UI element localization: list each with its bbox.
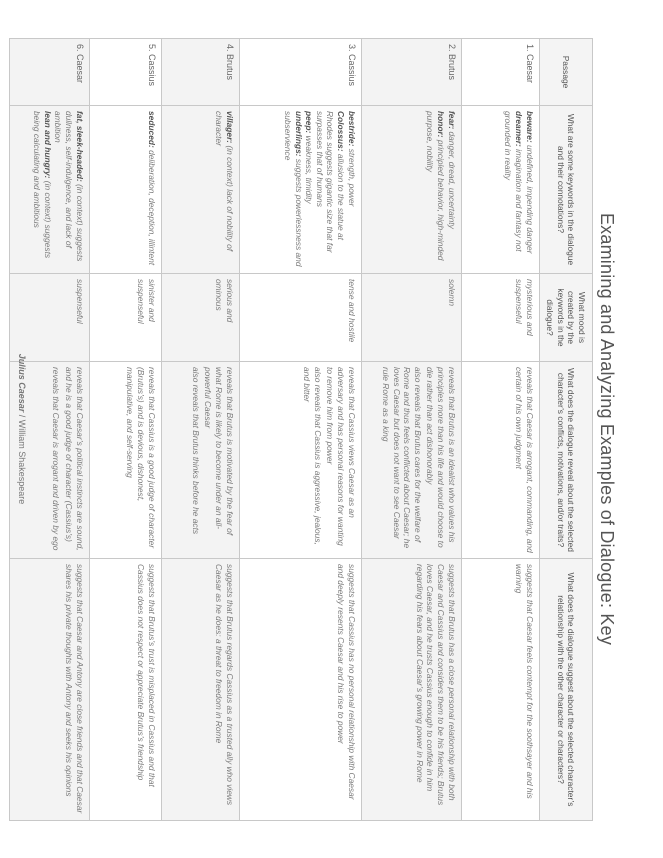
keyword-term: peep:	[304, 111, 315, 134]
passage-cell: 5. Cassius	[89, 39, 161, 106]
keyword-term: villager:	[224, 111, 235, 144]
keyword-entry	[282, 111, 303, 268]
relationship-cell: suggests that Cassius has no personal relationship with Caesar and deeply resents Caesar and his rise to power	[239, 559, 361, 821]
relationship-cell: suggests that Brutus regards Cassius as a trusted ally who views Caesar as he does: a threat to freedom in Rome	[161, 559, 239, 821]
mood-cell: solemn	[361, 274, 461, 362]
mood-cell: serious and ominous	[161, 274, 239, 362]
reveal-paragraph: reveals that Caesar is arrogant and driven by ego	[51, 367, 62, 551]
header-relationship: What does the dialogue suggest about the selected character’s relationship with the other character or characters?	[539, 559, 592, 821]
table-row	[89, 39, 161, 821]
footer	[17, 0, 27, 858]
reveal-paragraph: reveals that Caesar is arrogant, commanding, and certain of his own judgment	[514, 367, 535, 553]
dialogue-key-table	[9, 38, 593, 821]
keyword-entry	[503, 111, 524, 268]
keyword-term: lean and hungry:	[42, 111, 53, 179]
reveal-paragraph: also reveals that Cassius is aggressive, jealous, and bitter	[302, 367, 323, 545]
keyword-connotation: imagination and fantasy not grounded in reality	[503, 111, 525, 252]
keyword-term: fat, sleek-headed:	[74, 111, 85, 182]
table-row	[461, 39, 539, 821]
keyword-term: honor:	[436, 111, 447, 138]
footer-separator: /	[17, 412, 27, 420]
keyword-entry	[524, 111, 535, 268]
reveal-paragraph: also reveals that Brutus cares for the welfare of Rome and thus feels conflicted about Caesar; he loves Caesar but does not want to see Caesar rule Rome as a king	[381, 367, 423, 549]
passage-cell: 6. Caesar	[9, 39, 89, 106]
relationship-cell: suggests that Brutus has a close personal relationship with both Caesar and Cassius and considers them to be his friends; Brutus loves Caesar, and he trusts Cassius enough to confide in him regarding his fears about Caesar’s growing power in Rome	[361, 559, 461, 821]
relationship-cell: suggests that Brutus’s trust is misplaced in Cassius and that Cassius does not respect or appreciate Brutus’s friendship	[89, 559, 161, 821]
keyword-connotation: (in context) lack of nobility of character	[214, 111, 235, 252]
keyword-entry	[346, 111, 357, 268]
keyword-term: Colossus:	[336, 111, 347, 152]
keyword-connotation: (in context) suggests dullness, self-indulgence, and lack of ambition	[53, 111, 85, 262]
reveal-paragraph: reveals that Brutus is an idealist who values his principles more than his life and would choose to die rather than act dishonorably	[425, 367, 457, 548]
keyword-entry	[425, 111, 446, 268]
reveal-cell	[461, 362, 539, 559]
reveal-paragraph: reveals that Cassius is a good judge of character (Brutus’s) and is devious, dishonest, manipulative, and self-serving	[125, 367, 157, 549]
mood-cell: suspenseful	[9, 274, 89, 362]
keyword-term: seduced:	[146, 111, 157, 148]
mood-cell: tense and hostile	[239, 274, 361, 362]
keyword-connotation: danger, dread, uncertainty	[446, 129, 457, 229]
keywords-cell	[89, 106, 161, 274]
keyword-connotation: undefined, impending danger	[524, 142, 535, 254]
keyword-entry	[304, 111, 315, 268]
reveal-cell	[89, 362, 161, 559]
page-title: Examining and Analyzing Examples of Dialogue: Key	[597, 212, 617, 646]
keyword-entry	[53, 111, 85, 268]
keyword-entry	[32, 111, 53, 268]
keywords-cell	[361, 106, 461, 274]
relationship-cell: suggests that Caesar and Antony are close friends and that Caesar shares his private thoughts with Antony and seeks his opinions	[9, 559, 89, 821]
keyword-term: dreamer:	[514, 111, 525, 147]
passage-cell: 2. Brutus	[361, 39, 461, 106]
table-row	[239, 39, 361, 821]
passage-cell: 3. Cassius	[239, 39, 361, 106]
keyword-term: fear:	[446, 111, 457, 130]
keywords-cell	[239, 106, 361, 274]
reveal-paragraph: reveals that Cassius views Caesar as an adversary and has personal reasons for wanting to remove him from power	[325, 367, 357, 546]
header-keywords: What are some keywords in the dialogue and their connotations?	[539, 106, 592, 274]
passage-cell: 4. Brutus	[161, 39, 239, 106]
header-reveal: What does the dialogue reveal about the selected character’s conflicts, motivations, and/or traits?	[539, 362, 592, 559]
relationship-cell: suggests that Caesar feels contempt for the soothsayer and his warning	[461, 559, 539, 821]
keyword-entry	[213, 111, 234, 268]
header-mood: What mood is created by the keywords in the dialogue?	[539, 274, 592, 362]
table-row	[161, 39, 239, 821]
footer-author: William Shakespeare	[17, 419, 27, 505]
reveal-cell	[161, 362, 239, 559]
reveal-paragraph: reveals that Brutus is motivated by the fear of what Rome is likely to become under an all-powerful Caesar	[203, 367, 235, 536]
mood-cell: sinister and suspenseful	[89, 274, 161, 362]
keywords-cell	[461, 106, 539, 274]
keyword-connotation: suggests powerlessness and subservience	[283, 111, 304, 267]
keyword-entry	[446, 111, 457, 268]
keyword-entry	[314, 111, 346, 268]
reveal-paragraph: also reveals that Brutus thinks before he acts	[190, 367, 201, 535]
reveal-cell	[239, 362, 361, 559]
header-passage: Passage	[539, 39, 592, 106]
mood-cell: mysterious and suspenseful	[461, 274, 539, 362]
header-row	[539, 39, 592, 821]
keyword-connotation: strength, power	[346, 146, 357, 207]
keyword-connotation: principled behavior, high-minded purpose, nobility	[425, 111, 447, 261]
passage-cell: 1. Caesar	[461, 39, 539, 106]
keyword-term: beware:	[524, 111, 535, 143]
keyword-term: underlings:	[293, 111, 304, 157]
keyword-connotation: allusion to the statue at Rhodes suggests gigantic size that far surpasses that of humans	[314, 111, 347, 253]
keyword-connotation: (in context) suggests being calculating and ambitious	[32, 111, 53, 259]
keyword-connotation: weakness, timidity	[304, 133, 315, 204]
footer-work: Julius Caesar	[17, 353, 27, 413]
keywords-cell	[161, 106, 239, 274]
keyword-term: bestride:	[346, 111, 357, 147]
keyword-entry	[146, 111, 157, 268]
keyword-connotation: deliberation, deception, illintent	[146, 147, 157, 266]
reveal-paragraph: reveals that Caesar’s political instincts are sound, and he is a good judge of character (Cassius’s)	[64, 367, 85, 551]
table-body	[9, 39, 539, 821]
reveal-cell	[361, 362, 461, 559]
table-row	[361, 39, 461, 821]
